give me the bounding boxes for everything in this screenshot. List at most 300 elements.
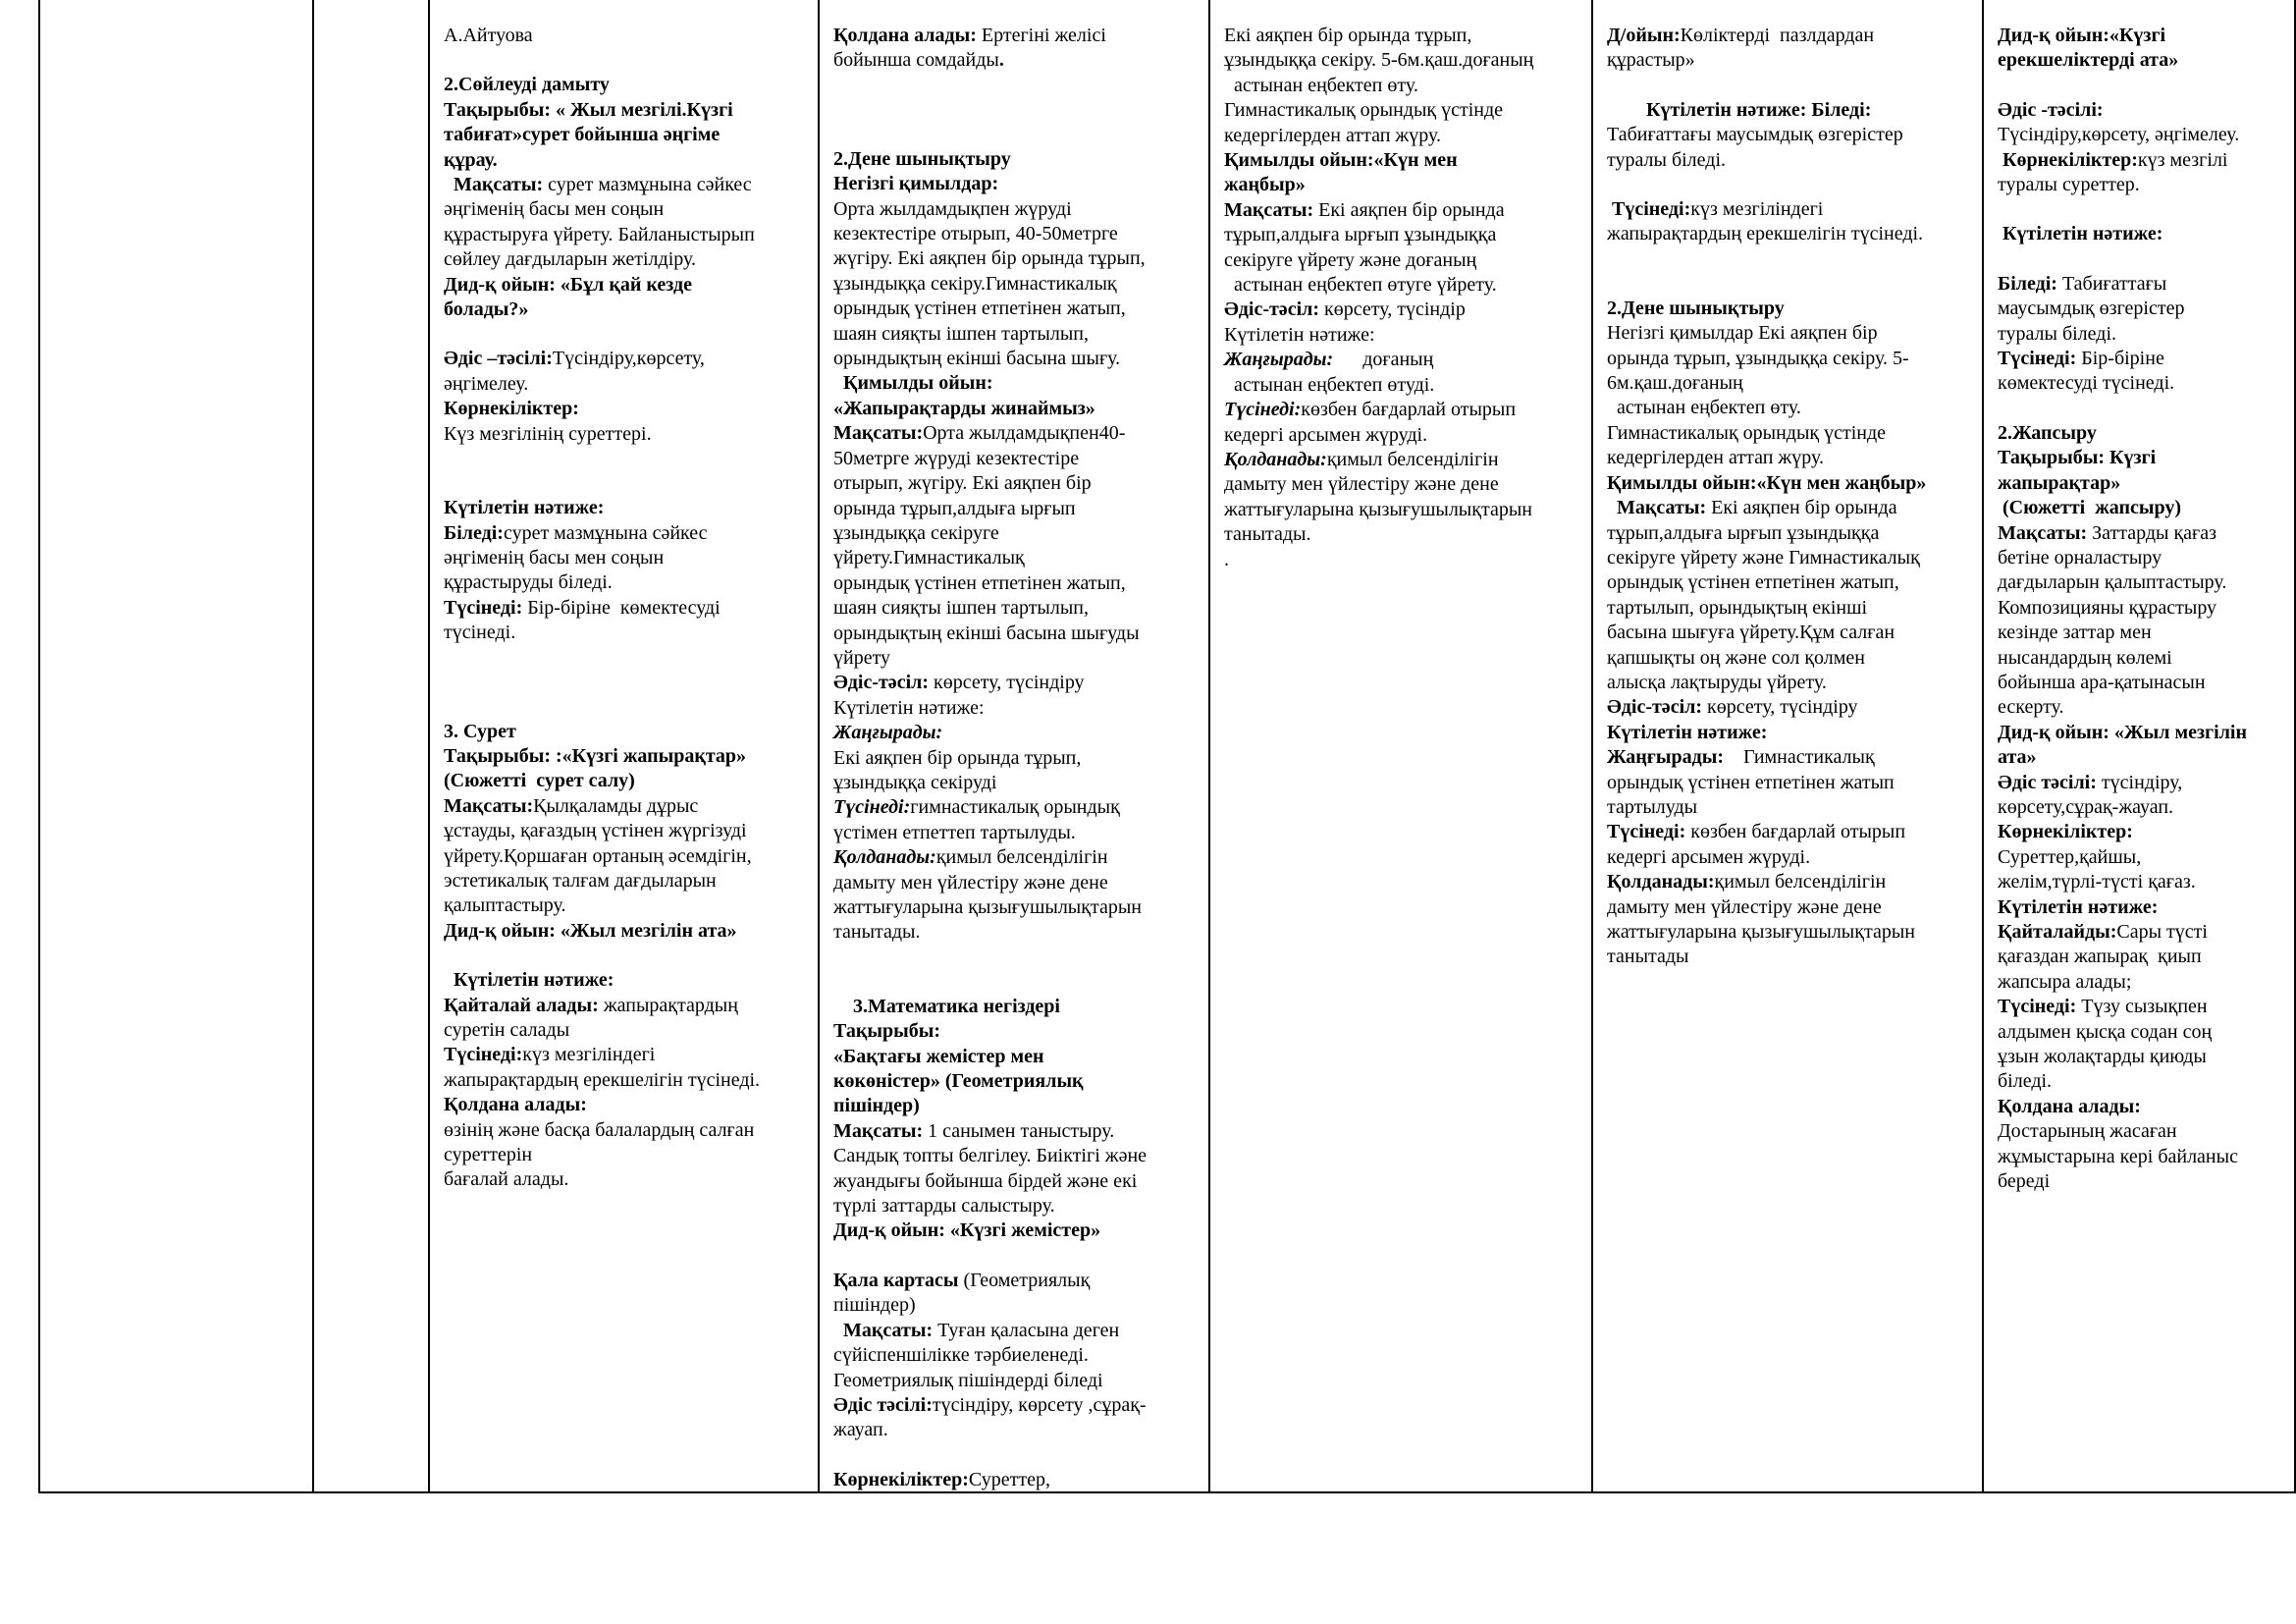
bold-label: «Бақтағы жемістер мен <box>833 1045 1044 1067</box>
body-text: береді <box>1998 1170 2051 1193</box>
bold-label: Көрнекіліктер: <box>833 1468 969 1490</box>
text-line <box>444 98 806 123</box>
text-line <box>833 696 1197 721</box>
text-line <box>833 1094 1197 1118</box>
body-text: жапырақтардың ерекшелігін түсінеді. <box>1607 223 1924 245</box>
text-line <box>444 273 806 298</box>
bold-label: Күтілетін нәтиже: <box>1998 223 2163 245</box>
col-applique <box>1982 0 2296 1492</box>
bold-label: Әдіс тәсілі: <box>1998 771 2102 793</box>
bold-label: Қолданады: <box>1607 871 1715 893</box>
line-gap <box>833 1244 1197 1269</box>
bold-italic-label: Қолданады: <box>833 846 936 869</box>
body-text: түсіндіру, <box>2101 771 2183 793</box>
text-line <box>444 621 806 645</box>
text-line <box>1224 298 1579 322</box>
bold-label: Қайталай алады: <box>444 994 604 1016</box>
text-line <box>1607 421 1970 446</box>
body-text: ұзындыққа секіруге <box>833 521 999 544</box>
text-line <box>1998 795 2282 820</box>
text-line <box>444 372 806 397</box>
col-2 <box>312 0 428 1492</box>
text-line <box>1607 24 1970 48</box>
body-text: доғаның <box>1333 349 1434 371</box>
body-text: Суреттер,қайшы, <box>1998 845 2142 868</box>
text-line <box>1998 970 2282 995</box>
text-line <box>1998 173 2282 197</box>
body-text: бойынша сомдайды <box>833 49 999 72</box>
text-line <box>444 546 806 570</box>
body-text: қапшықты оң және сол қолмен <box>1607 646 1866 669</box>
text-line <box>1998 1020 2282 1045</box>
line-gap <box>1607 74 1970 98</box>
body-text: танытады <box>1607 946 1689 968</box>
bold-label: Тақырыбы: <box>833 1020 940 1043</box>
text-line <box>444 197 806 222</box>
line-gap <box>444 944 806 968</box>
text-line <box>833 371 1197 396</box>
text-line <box>1998 895 2282 920</box>
text-line <box>444 869 806 893</box>
body-text: алдымен қысқа содан соң <box>1998 1020 2213 1043</box>
body-text: туралы біледі. <box>1998 322 2117 345</box>
bold-label: Мақсаты: <box>833 422 924 445</box>
text-line <box>1607 98 1970 123</box>
text-line <box>1998 347 2282 371</box>
text-line <box>1224 173 1579 197</box>
text-line <box>444 148 806 173</box>
text-line <box>1998 446 2282 470</box>
text-line <box>1998 920 2282 945</box>
bold-label: Түсінеді: <box>1998 348 2082 370</box>
line-gap <box>444 447 806 496</box>
plan-table <box>38 0 2296 1492</box>
text-line <box>833 1218 1197 1243</box>
body-text: жаттығуларына қызығушылықтарын <box>1224 498 1532 520</box>
bold-label: 2.Дене шынықтыру <box>833 147 1011 170</box>
body-text: сөйлеу дағдыларын жетілдіру. <box>444 248 696 271</box>
bold-label: Мақсаты: <box>444 794 534 817</box>
text-line <box>833 746 1197 771</box>
text-line <box>1998 272 2282 297</box>
text-line <box>833 1418 1197 1442</box>
text-line <box>1607 671 1970 695</box>
bold-label: ата» <box>1998 746 2037 769</box>
text-line <box>444 24 806 48</box>
text-line <box>1998 421 2282 446</box>
text-line <box>444 720 806 744</box>
text-line <box>833 497 1197 521</box>
text-line <box>1998 1169 2282 1194</box>
body-text: Қылқаламды дұрыс <box>533 794 699 817</box>
bold-label: Күтілетін нәтиже: <box>444 497 605 519</box>
body-text: Екі аяқпен бір орында <box>1318 198 1505 221</box>
body-text: Ертегіні желісі <box>981 25 1106 46</box>
table-bottom-border <box>38 1491 2296 1493</box>
body-text: 1 санымен таныстыру. <box>928 1119 1115 1142</box>
text-line <box>833 521 1197 546</box>
body-text: қағаздан жапырақ қиып <box>1998 946 2202 968</box>
text-line <box>444 1043 806 1067</box>
body-text: секіруге үйрету және Гимнастикалық <box>1607 546 1920 568</box>
text-line <box>1998 945 2282 969</box>
text-line <box>1607 521 1970 546</box>
body-text: Түсіндіру,көрсету, әңгімелеу. <box>1998 124 2240 146</box>
body-text: ұзындыққа секіру.Гимнастикалық <box>833 272 1117 295</box>
text-line <box>833 297 1197 321</box>
body-text: орында тұрып,алдыға ырғып <box>833 497 1076 519</box>
body-text: тартылуды <box>1607 795 1698 818</box>
text-line <box>1998 123 2282 147</box>
bold-label: Қолдана алады: <box>444 1094 587 1116</box>
line-gap <box>1998 397 2282 421</box>
col-speech-art <box>428 0 818 1492</box>
bold-label: Көрнекіліктер: <box>444 398 579 420</box>
text-line <box>833 1369 1197 1393</box>
text-line <box>833 347 1197 371</box>
text-line <box>833 546 1197 570</box>
bold-label: құрау. <box>444 148 498 171</box>
bold-label: пішіндер) <box>833 1095 920 1117</box>
body-text: жапсыра алады; <box>1998 970 2132 993</box>
line-gap <box>1998 74 2282 98</box>
body-text: алысқа лақтыруды үйрету. <box>1607 671 1827 693</box>
text-line <box>1998 546 2282 570</box>
body-text: күз мезгіліндегі <box>1690 198 1824 221</box>
bold-label: 3. Сурет <box>444 720 516 742</box>
line-gap <box>1998 247 2282 272</box>
bold-label: Көрнекіліктер: <box>1998 821 2133 843</box>
body-text: желім,түрлі-түсті қағаз. <box>1998 871 2196 893</box>
body-text: біледі. <box>1998 1070 2053 1093</box>
text-line <box>833 1343 1197 1368</box>
body-text: жуандығы бойынша бірдей және екі <box>833 1169 1138 1192</box>
text-line <box>444 1118 806 1143</box>
text-line <box>833 246 1197 271</box>
body-text: көзбен бағдарлай отырып <box>1690 821 1906 843</box>
text-line <box>1998 371 2282 396</box>
body-text: Табиғаттағы маусымдық өзгерістер <box>1607 124 1903 146</box>
body-text: орындық үстінен етпетінен жатып <box>1607 771 1895 793</box>
text-line <box>1998 570 2282 595</box>
text-line <box>1607 695 1970 720</box>
text-line <box>1607 570 1970 595</box>
bold-label: Түсінеді: <box>1607 198 1691 221</box>
bold-label: Дид-қ ойын: «Күзгі жемістер» <box>833 1219 1101 1242</box>
text-line <box>833 222 1197 246</box>
text-line <box>1224 423 1579 448</box>
body-text: үйрету.Гимнастикалық <box>833 547 1025 569</box>
bold-label: Түсінеді: <box>444 1044 523 1066</box>
bold-label: Негізгі қимылдар: <box>833 173 999 195</box>
text-line <box>833 397 1197 421</box>
text-line <box>833 1119 1197 1144</box>
bold-label: Әдіс тәсілі: <box>833 1393 933 1416</box>
bold-label: Күтілетін нәтиже: <box>1607 721 1768 743</box>
text-line <box>833 671 1197 695</box>
bold-label: Дид-қ ойын:«Күзгі <box>1998 25 2166 46</box>
bold-label: Қолдана алады: <box>1998 1095 2141 1117</box>
text-line <box>1998 596 2282 621</box>
body-text: күз мезгілі <box>2137 148 2228 171</box>
text-line <box>1607 771 1970 795</box>
body-text: отырып, жүгіру. Екі аяқпен бір <box>833 472 1092 495</box>
text-line <box>1607 471 1970 496</box>
text-line <box>833 1194 1197 1218</box>
bold-label: Әдіс –тәсілі: <box>444 348 553 370</box>
text-line <box>444 919 806 944</box>
text-line <box>1998 745 2282 770</box>
body-text: Түзу сызықпен <box>2081 996 2208 1018</box>
text-line <box>833 272 1197 297</box>
body-text: 50метрге жүруді кезектестіре <box>833 447 1080 469</box>
bold-label: Біледі: <box>444 521 504 544</box>
bold-label: (Сюжетті жапсыру) <box>1998 497 2181 519</box>
text-line <box>833 1293 1197 1318</box>
bold-italic-label: Түсінеді: <box>1224 399 1302 421</box>
bold-label: 2.Дене шынықтыру <box>1607 297 1785 319</box>
body-text: Бір-біріне <box>2081 348 2164 370</box>
text-line <box>833 821 1197 845</box>
bold-label: Жаңғырады: <box>1607 746 1725 769</box>
text-line <box>1607 222 1970 246</box>
body-text: шаян сияқты ішпен тартылып, <box>833 322 1089 345</box>
text-line <box>1998 870 2282 894</box>
body-text: тұрып,алдыға ырғып ұзындыққа <box>1607 521 1880 544</box>
text-line <box>833 1269 1197 1293</box>
text-line <box>1607 945 1970 969</box>
line-gap <box>833 74 1197 147</box>
text-line <box>833 622 1197 646</box>
text-line <box>833 920 1197 945</box>
line-gap <box>833 1443 1197 1468</box>
bold-label: Күтілетін нәтиже: <box>1998 895 2159 918</box>
text-line <box>833 197 1197 222</box>
text-line <box>444 1167 806 1192</box>
text-line <box>1224 522 1579 547</box>
text-line <box>444 844 806 869</box>
text-line <box>1998 1145 2282 1169</box>
text-line <box>1998 721 2282 745</box>
body-text: қалыптастыру. <box>444 894 566 917</box>
text-line <box>1224 74 1579 98</box>
text-line <box>1998 48 2282 73</box>
body-text: құрастыр» <box>1607 49 1695 72</box>
body-text: маусымдық өзгерістер <box>1998 298 2185 320</box>
body-text: үйрету.Қоршаған ортаның әсемдігін, <box>444 844 752 867</box>
bold-label: Дид-қ ойын: «Жыл мезгілін <box>1998 721 2247 743</box>
body-text: кедергілерден аттап жүру. <box>1607 447 1824 469</box>
col-pe-game <box>1208 0 1591 1492</box>
body-text: Композицияны құрастыру <box>1998 596 2217 619</box>
body-text: әңгімелеу. <box>444 372 529 395</box>
body-text: Күз мезгілінің суреттері. <box>444 422 652 445</box>
body-text: Көліктерді пазлдардан <box>1680 25 1875 46</box>
bold-label: Мақсаты: <box>1224 198 1319 221</box>
body-text: орында тұрып, ұзындыққа секіру. 5- <box>1607 347 1909 369</box>
body-text: Гимнастикалық орындық үстінде <box>1224 99 1504 122</box>
text-line <box>1998 24 2282 48</box>
bold-label: Қимылды ойын:«Күн мен жаңбыр» <box>1607 471 1927 494</box>
body-text: Сандық топты белгілеу. Биіктігі және <box>833 1145 1148 1167</box>
body-text: астынан еңбектеп өту. <box>1607 397 1801 419</box>
body-text: көрсету, түсіндір <box>1324 298 1466 321</box>
text-line <box>1998 222 2282 246</box>
text-line <box>444 794 806 819</box>
body-text: көрсету, түсіндіру <box>1707 696 1858 719</box>
col-game-pe <box>1591 0 1982 1492</box>
bold-label: 2.Жапсыру <box>1998 421 2097 444</box>
text-line <box>833 471 1197 496</box>
text-line <box>444 347 806 371</box>
text-line <box>833 172 1197 196</box>
body-text: жауап. <box>833 1419 888 1441</box>
text-line <box>444 496 806 520</box>
text-line <box>444 1093 806 1117</box>
body-text: жүгіру. Екі аяқпен бір орында тұрып, <box>833 247 1146 270</box>
bold-label: жапырақтар» <box>1998 471 2121 494</box>
text-line <box>833 596 1197 621</box>
text-line <box>1998 471 2282 496</box>
text-line <box>833 1393 1197 1418</box>
text-line <box>444 893 806 918</box>
bold-label: Мақсаты: <box>444 174 549 196</box>
body-text: 6м.қаш.доғаның <box>1607 372 1743 395</box>
body-text: сурет мазмұнына сәйкес <box>503 521 708 544</box>
line-gap <box>444 646 806 720</box>
body-text: Екі аяқпен бір орында <box>1711 497 1897 519</box>
text-line <box>444 73 806 97</box>
bold-label: 3.Математика негіздері <box>833 995 1060 1017</box>
text-line <box>1607 721 1970 745</box>
text-line <box>1998 995 2282 1019</box>
body-text: кедергі арсымен жүруді. <box>1224 423 1428 446</box>
body-text: пішіндер) <box>833 1294 916 1317</box>
text-line <box>833 721 1197 745</box>
bold-label: Қала картасы <box>833 1269 964 1291</box>
body-text: тартылып, орындықтың екінші <box>1607 596 1868 619</box>
text-line <box>1224 323 1579 348</box>
text-line <box>1607 845 1970 870</box>
cell-c6 <box>1593 0 1982 970</box>
body-text: сурет мазмұнына сәйкес <box>548 174 752 196</box>
text-line <box>1607 646 1970 671</box>
text-line <box>444 819 806 843</box>
body-text: дағдыларын қалыптастыру. <box>1998 571 2227 594</box>
text-line <box>833 1019 1197 1044</box>
text-line <box>1607 446 1970 470</box>
bold-label: Қимылды ойын:«Күн мен <box>1224 149 1458 172</box>
text-line <box>1998 322 2282 347</box>
body-text: әңгіменің басы мен соңын <box>444 198 665 221</box>
body-text: (Геометриялық <box>963 1269 1091 1291</box>
text-line <box>444 1068 806 1093</box>
body-text: жапырақтардың <box>603 994 738 1016</box>
text-line <box>1998 496 2282 520</box>
text-line <box>444 397 806 421</box>
bold-label: жаңбыр» <box>1224 174 1306 196</box>
text-line <box>1607 197 1970 222</box>
body-text: шаян сияқты ішпен тартылып, <box>833 597 1089 620</box>
bold-label: Мақсаты: <box>1998 521 2093 544</box>
text-line <box>1224 398 1579 422</box>
body-text: қимыл белсенділігін <box>1714 871 1887 893</box>
text-line <box>1607 297 1970 321</box>
body-text: суреттерін <box>444 1144 533 1166</box>
text-line <box>1998 621 2282 645</box>
body-text: танытады. <box>1224 523 1311 546</box>
bold-label: Әдіс-тәсіл: <box>833 672 934 694</box>
text-line <box>444 994 806 1018</box>
text-line <box>444 769 806 793</box>
body-text: Заттарды қағаз <box>2092 521 2217 544</box>
bold-label: Күтілетін нәтиже: Біледі: <box>1607 98 1872 121</box>
bold-label: Дид-қ ойын: «Бұл қай кезде <box>444 273 692 296</box>
bold-label: Әдіс-тәсіл: <box>1607 696 1708 719</box>
text-line <box>1607 546 1970 570</box>
text-line <box>1607 371 1970 396</box>
text-line <box>1224 148 1579 173</box>
body-text: кедергілерден аттап жүру. <box>1224 124 1441 146</box>
body-text: кедергі арсымен жүруді. <box>1607 845 1811 868</box>
body-text: орындық үстінен етпетінен жатып, <box>1607 571 1899 594</box>
text-line <box>444 1143 806 1167</box>
text-line <box>833 1468 1197 1492</box>
body-text: ұзындыққа секіруді <box>833 771 997 793</box>
body-text: көрсету,сұрақ-жауап. <box>1998 795 2174 818</box>
text-line <box>1998 1045 2282 1069</box>
text-line <box>833 995 1197 1019</box>
text-line <box>833 1319 1197 1343</box>
bold-label: Көрнекіліктер: <box>1998 148 2138 171</box>
bold-label: Күтілетін нәтиже: <box>444 969 614 992</box>
body-text: көрсету, түсіндіру <box>934 672 1085 694</box>
text-line <box>833 147 1197 172</box>
bold-label: болады?» <box>444 298 529 321</box>
body-text: ұзындыққа секіру. 5-6м.қаш.доғаның <box>1224 49 1534 72</box>
text-line <box>444 1018 806 1043</box>
body-text: Түсіндіру,көрсету, <box>552 348 705 370</box>
body-text: үйрету <box>833 646 891 669</box>
body-text: бойынша ара-қатынасын <box>1998 671 2206 693</box>
bold-label: Тақырыбы: « Жыл мезгілі.Күзгі <box>444 98 733 121</box>
bold-label: Түсінеді: <box>1607 821 1691 843</box>
text-line <box>1607 148 1970 173</box>
text-line <box>1998 671 2282 695</box>
bold-label: Түсінеді: <box>444 596 528 619</box>
text-line <box>1998 297 2282 321</box>
body-text: орындық үстінен етпетінен жатып, <box>833 298 1126 320</box>
text-line <box>444 223 806 247</box>
text-line <box>1607 745 1970 770</box>
body-text: Сары түсті <box>2116 921 2208 943</box>
body-text: сүйіспеншілікке тәрбиеленеді. <box>833 1344 1089 1367</box>
body-text: дамыту мен үйлестіру және дене <box>1607 895 1882 918</box>
text-line <box>1607 396 1970 420</box>
body-text: ұстауды, қағаздың үстінен жүргізуді <box>444 820 747 842</box>
body-text: секіруге үйрету және доғаның <box>1224 248 1477 271</box>
bold-label: Қайталайды: <box>1998 921 2117 943</box>
body-text: А.Айтуова <box>444 25 533 46</box>
text-line <box>1224 223 1579 247</box>
text-line <box>444 596 806 621</box>
text-line <box>1998 98 2282 123</box>
body-text: Туған қаласына деген <box>937 1319 1120 1341</box>
line-gap <box>833 946 1197 995</box>
body-text: дамыту мен үйлестіру және дене <box>833 871 1108 893</box>
text-line <box>833 845 1197 870</box>
bold-label: Мақсаты: <box>833 1119 929 1142</box>
